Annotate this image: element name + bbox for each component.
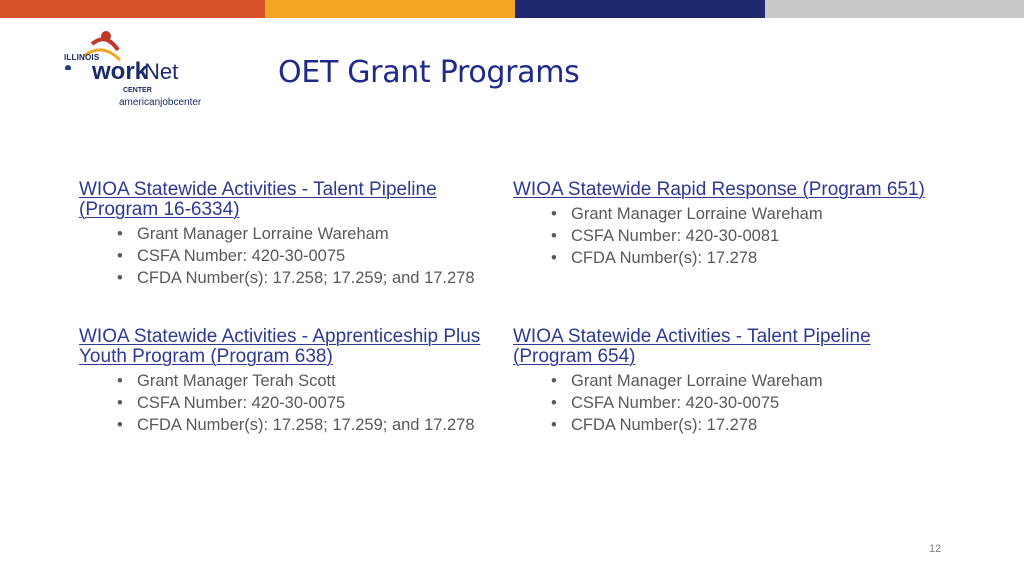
list-item <box>551 414 933 436</box>
logo-american-job-center-text: americanjobcenter <box>119 97 202 108</box>
grant-detail-list <box>79 223 499 289</box>
grant-manager-text: Grant Manager Terah Scott <box>137 372 336 390</box>
grant-program-block <box>513 180 933 269</box>
logo-work-text: work <box>92 58 149 85</box>
list-item <box>117 392 499 414</box>
bullet-icon: • <box>117 247 123 265</box>
color-bar-segment <box>765 0 1024 18</box>
logo-illinois-text: ILLINOIS <box>64 53 100 62</box>
grant-detail-list <box>513 203 933 269</box>
list-item <box>117 223 499 245</box>
bullet-icon: • <box>551 416 557 434</box>
grant-program-heading: WIOA Statewide Activities - Talent Pipeline (Program 16-6334) <box>79 179 437 220</box>
list-item <box>551 392 933 414</box>
grant-program-block <box>79 327 499 436</box>
csfa-number-text: CSFA Number: 420-30-0075 <box>137 394 346 412</box>
grant-program-heading: WIOA Statewide Activities - Apprenticeship Plus Youth Program (Program 638) <box>79 326 481 367</box>
illinois-worknet-logo <box>62 30 222 108</box>
color-bar-segment <box>515 0 765 18</box>
bullet-icon: • <box>117 416 123 434</box>
grant-manager-text: Grant Manager Lorraine Wareham <box>137 225 389 243</box>
grant-detail-list <box>79 370 499 436</box>
cfda-numbers-text: CFDA Number(s): 17.258; 17.259; and 17.278 <box>137 269 475 287</box>
grant-program-heading: WIOA Statewide Activities - Talent Pipeline (Program 654) <box>513 326 871 367</box>
cfda-numbers-text: CFDA Number(s): 17.258; 17.259; and 17.278 <box>137 416 475 434</box>
grant-program-block <box>513 327 933 436</box>
bullet-icon: • <box>551 394 557 412</box>
list-item <box>117 414 499 436</box>
bullet-icon: • <box>117 394 123 412</box>
logo-center-text: CENTER <box>123 87 152 94</box>
cfda-numbers-text: CFDA Number(s): 17.278 <box>571 416 758 434</box>
grant-manager-text: Grant Manager Lorraine Wareham <box>571 372 823 390</box>
logo-net-text: Net <box>144 59 179 84</box>
grant-detail-list <box>513 370 933 436</box>
bullet-icon: • <box>551 249 557 267</box>
bullet-icon: • <box>551 205 557 223</box>
color-bar-segment <box>0 0 265 18</box>
bullet-icon: • <box>551 372 557 390</box>
csfa-number-text: CSFA Number: 420-30-0081 <box>571 227 780 245</box>
bullet-icon: • <box>551 227 557 245</box>
top-color-bar <box>0 0 1024 18</box>
grant-program-block <box>79 180 499 289</box>
list-item <box>551 370 933 392</box>
color-bar-segment <box>265 0 515 18</box>
csfa-number-text: CSFA Number: 420-30-0075 <box>571 394 780 412</box>
list-item <box>551 247 933 269</box>
page-number: 12 <box>929 543 942 555</box>
grant-program-heading: WIOA Statewide Rapid Response (Program 651) <box>513 179 925 200</box>
bullet-icon: • <box>117 225 123 243</box>
list-item <box>117 370 499 392</box>
page-title: OET Grant Programs <box>278 55 580 90</box>
csfa-number-text: CSFA Number: 420-30-0075 <box>137 247 346 265</box>
bullet-icon: • <box>117 269 123 287</box>
bullet-icon: • <box>117 372 123 390</box>
grant-manager-text: Grant Manager Lorraine Wareham <box>571 205 823 223</box>
list-item <box>551 225 933 247</box>
list-item <box>551 203 933 225</box>
list-item <box>117 245 499 267</box>
list-item <box>117 267 499 289</box>
cfda-numbers-text: CFDA Number(s): 17.278 <box>571 249 758 267</box>
